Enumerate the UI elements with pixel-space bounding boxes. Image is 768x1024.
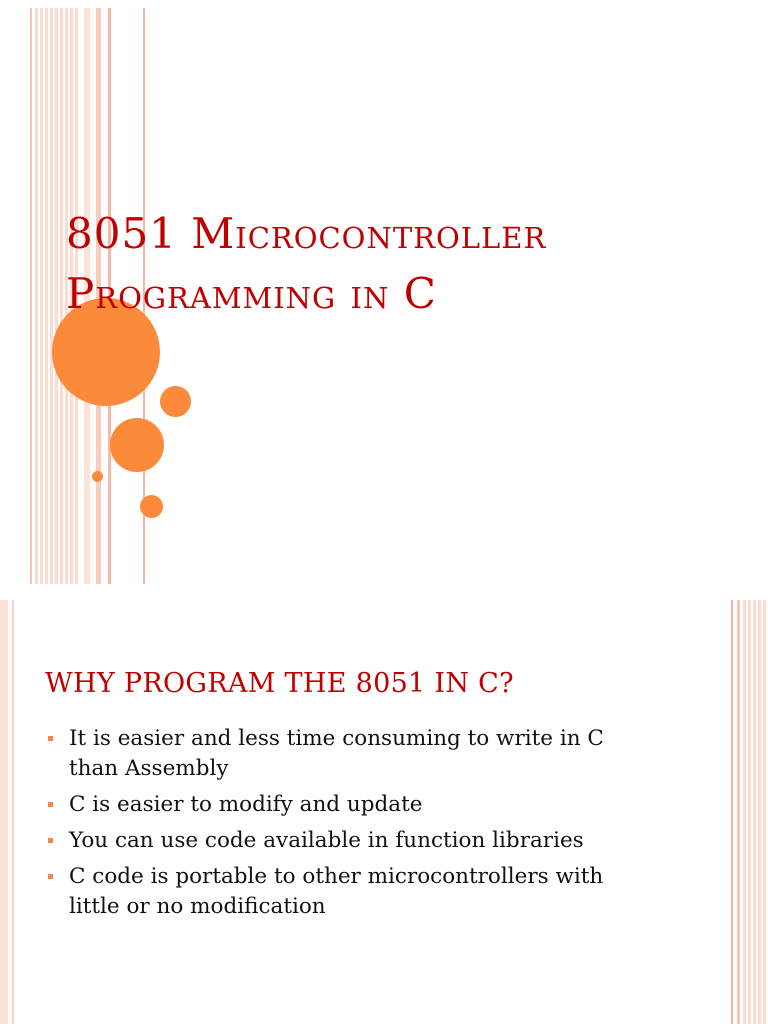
square-bullet-icon: [48, 874, 53, 879]
bullet-text-line1: You can use code available in function libraries: [69, 828, 584, 853]
bullet-text-line2: little or no modification: [69, 894, 326, 919]
list-item: [46, 790, 706, 820]
stripe: [30, 8, 32, 584]
tiny-circle: [92, 471, 103, 482]
square-bullet-icon: [48, 736, 53, 741]
list-item: [46, 826, 706, 856]
slide-title: [66, 204, 756, 324]
square-bullet-icon: [48, 838, 53, 843]
stripe: [743, 600, 768, 1024]
bullet-list: [46, 724, 706, 928]
title-line-2: Programming in C: [66, 269, 437, 318]
stripe: [35, 8, 38, 584]
title-slide: [0, 8, 768, 584]
stripe: [0, 600, 8, 1024]
stripe: [731, 600, 733, 1024]
medium-circle: [110, 418, 164, 472]
title-line-1: 8051 Microcontroller: [66, 209, 547, 258]
small-circle: [140, 495, 163, 518]
bullet-text-line1: C is easier to modify and update: [69, 792, 423, 817]
small-circle: [160, 386, 191, 417]
bullet-text-line1: C code is portable to other microcontrollers with: [69, 864, 604, 889]
square-bullet-icon: [48, 802, 53, 807]
list-item: [46, 724, 706, 784]
slide-heading: WHY PROGRAM THE 8051 IN C?: [45, 668, 514, 699]
content-slide: [0, 600, 768, 1024]
stripe: [737, 600, 740, 1024]
list-item: [46, 862, 706, 922]
bullet-text-line2: than Assembly: [69, 756, 229, 781]
stripe: [12, 600, 14, 1024]
bullet-text-line1: It is easier and less time consuming to write in C: [69, 726, 604, 751]
